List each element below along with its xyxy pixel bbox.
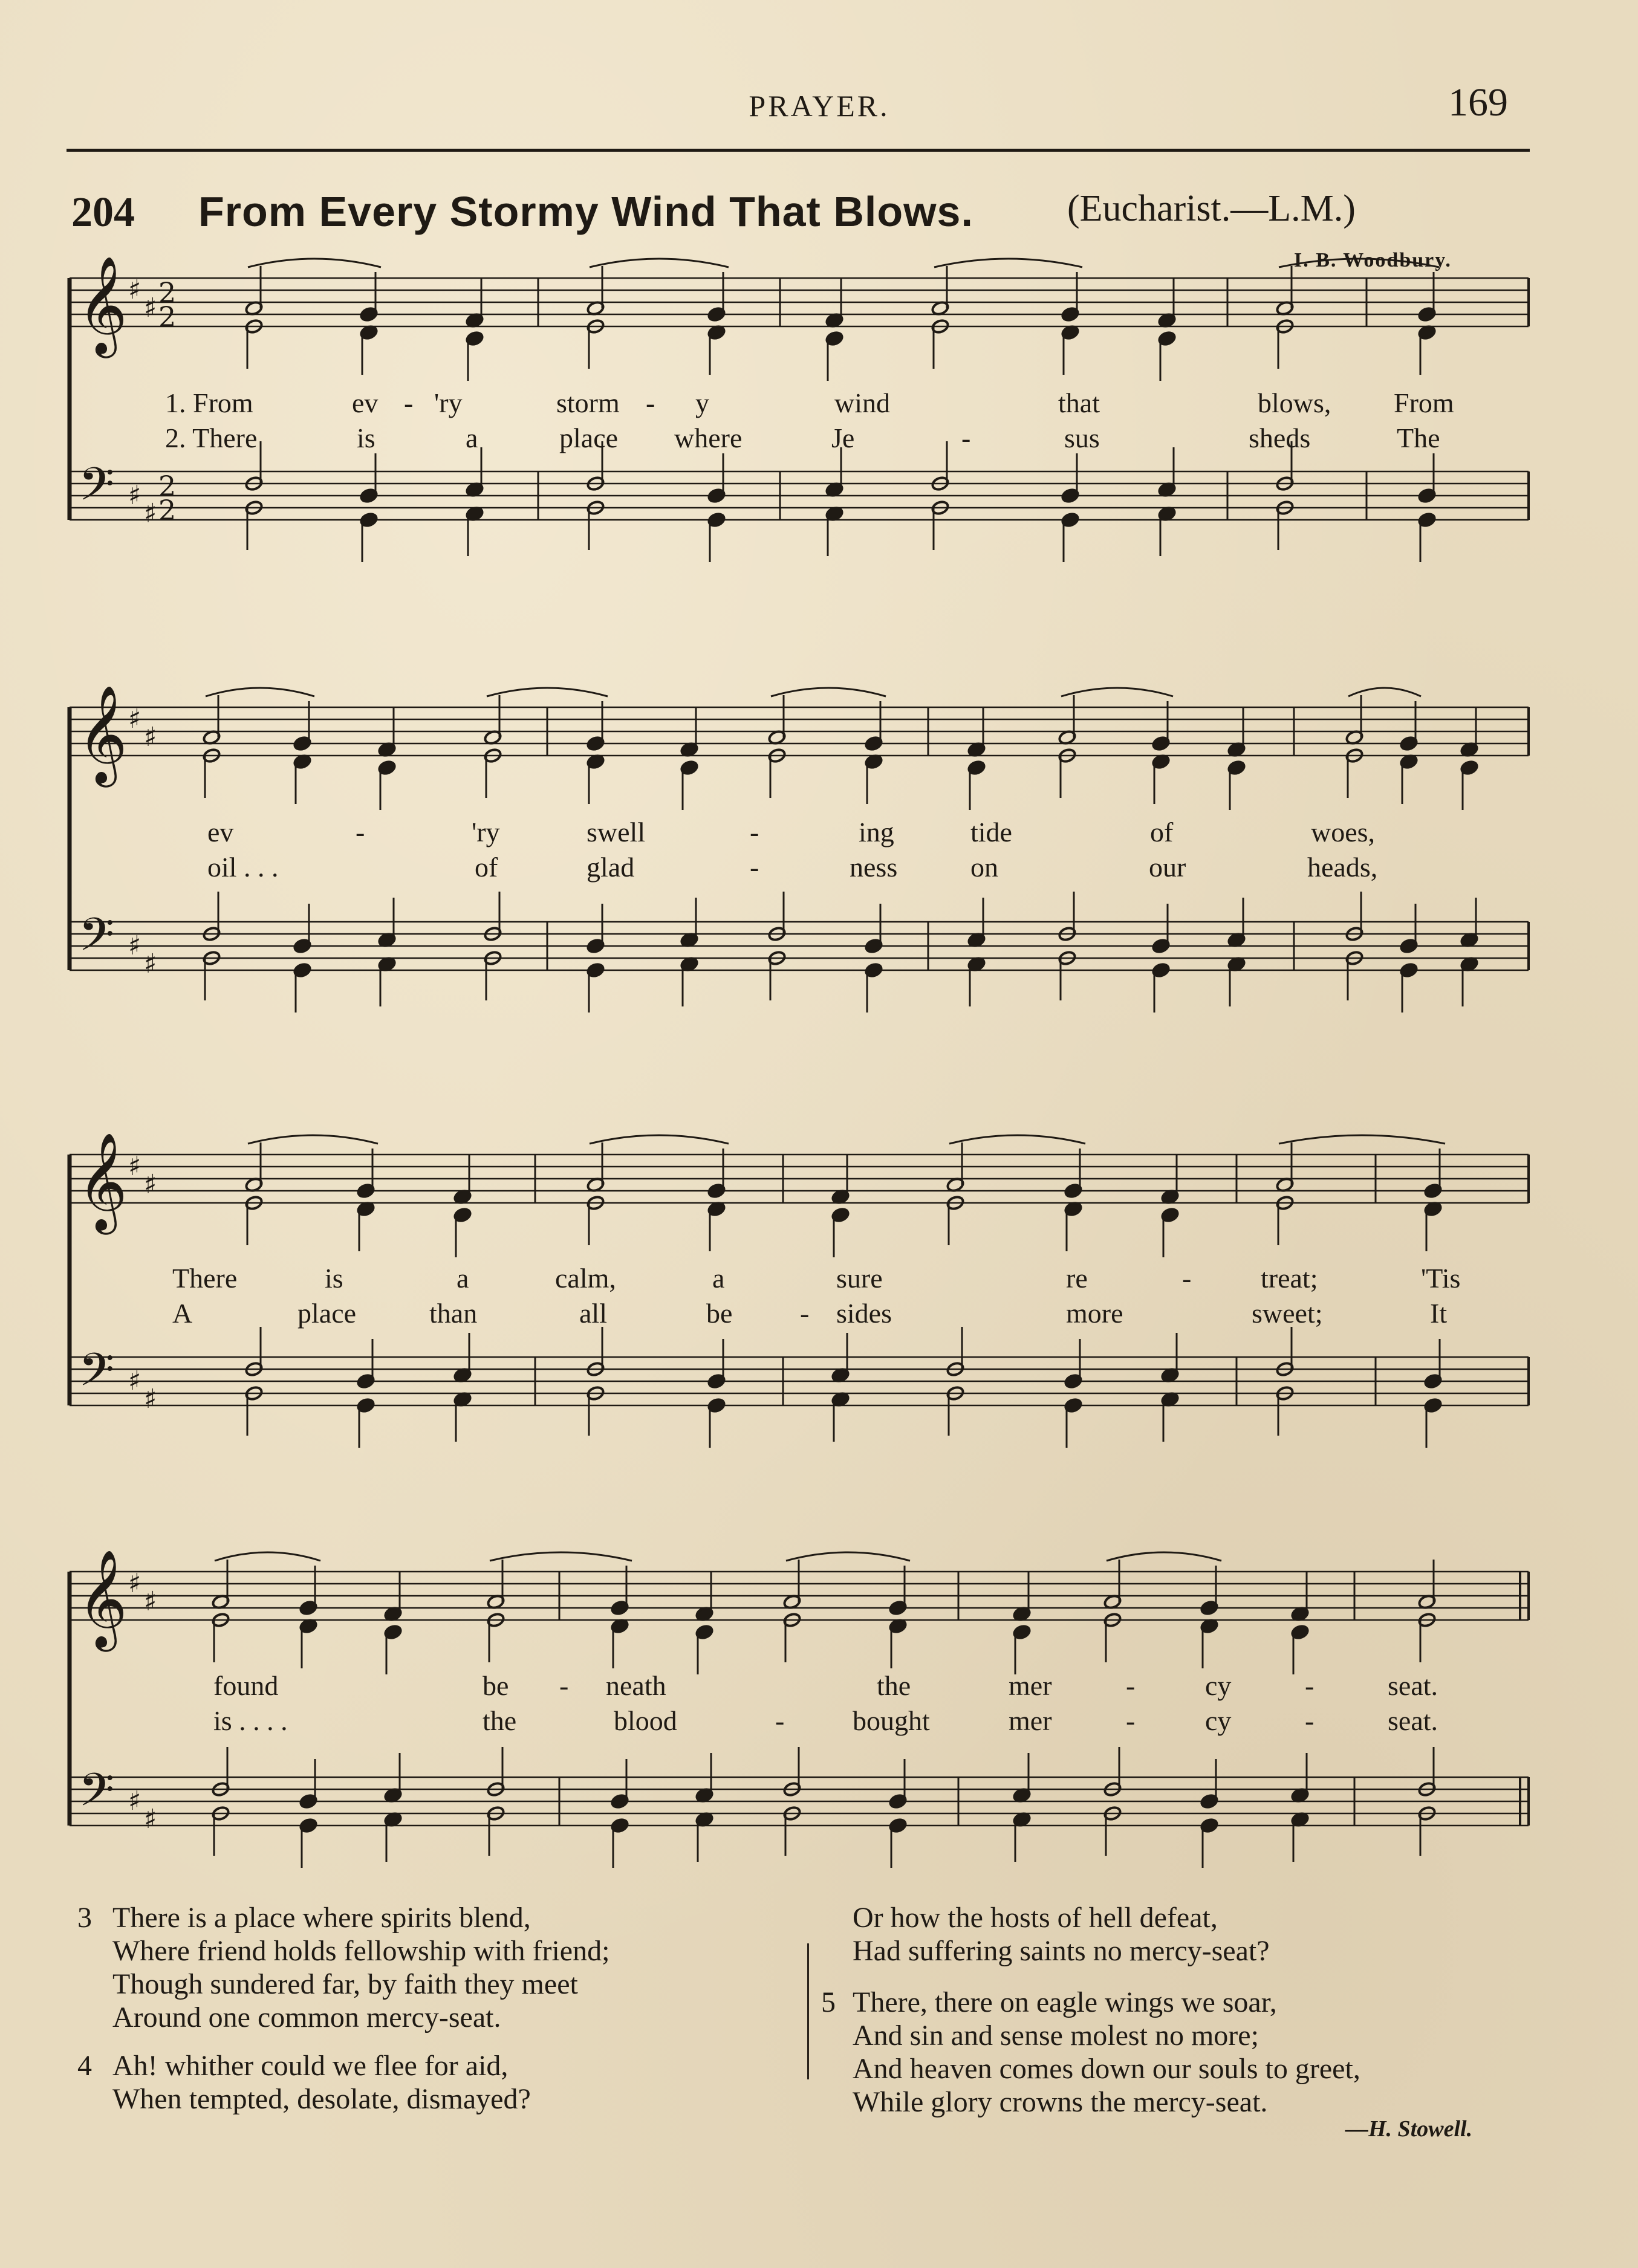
lyric-s1-v2-9: The <box>1397 423 1440 453</box>
lyric-s4-v2-7: cy <box>1205 1705 1232 1736</box>
lyric-s1-v1-9: blows, <box>1258 387 1331 418</box>
lyric-s1-v2-0: 2. There <box>165 423 258 453</box>
lyric-s3-v2-4: be <box>706 1298 733 1329</box>
composer-credit: I. B. Woodbury. <box>1294 249 1452 271</box>
verse-4-line-4: Had suffering saints no mercy-seat? <box>853 1935 1270 1967</box>
lyric-s2-v2-4: ness <box>850 852 898 883</box>
lyric-s1-v1-5: - <box>646 387 655 418</box>
system-3-slur-6 <box>949 1135 1085 1144</box>
verse-3-line-1: There is a place where spirits blend, <box>112 1902 531 1934</box>
system-2-key-sharp-treble-2: ♯ <box>144 722 157 753</box>
lyric-s4-v1-6: - <box>1126 1670 1136 1701</box>
system-4-key-sharp-bass-1: ♯ <box>128 1786 141 1816</box>
system-2-key-sharp-bass-1: ♯ <box>128 930 141 961</box>
tune-name: (Eucharist.—L.M.) <box>1067 188 1356 229</box>
hymn-number: 204 <box>71 189 135 236</box>
system-3-slur-3 <box>590 1135 729 1144</box>
verse-5-number: 5 <box>821 1986 836 2018</box>
lyric-s3-v2-6: sides <box>836 1298 892 1329</box>
lyric-s4-v1-5: mer <box>1009 1670 1052 1701</box>
lyric-s3-v1-3: calm, <box>555 1263 616 1294</box>
running-head: PRAYER. <box>749 89 890 123</box>
lyric-s4-v1-4: the <box>877 1670 911 1701</box>
system-2-key-sharp-treble-1: ♯ <box>128 704 141 734</box>
lyric-s2-v1-6: tide <box>970 817 1012 847</box>
lyric-s1-v1-0: 1. From <box>165 387 253 418</box>
lyric-s3-v1-5: sure <box>836 1263 883 1294</box>
lyric-s4-v2-0: is . . . . <box>213 1705 288 1736</box>
system-3-treble-clef: 𝄞 <box>77 1132 128 1231</box>
system-2-treble-clef: 𝄞 <box>77 685 128 783</box>
system-4-slur-3 <box>490 1552 632 1561</box>
lyric-s2-v1-1: - <box>356 817 365 847</box>
lyric-s4-v1-3: neath <box>606 1670 666 1701</box>
system-1-time-treble-bottom: 2 <box>158 300 177 333</box>
system-1-time-bass-bottom: 2 <box>158 494 177 526</box>
lyric-s1-v2-6: - <box>961 423 971 453</box>
system-1-time-treble-top: 2 <box>158 276 177 309</box>
lyric-s2-v2-0: oil . . . <box>207 852 279 883</box>
lyric-s1-v1-1: ev <box>352 387 379 418</box>
lyric-s2-v2-1: of <box>475 852 498 883</box>
system-4-key-sharp-bass-2: ♯ <box>144 1804 157 1835</box>
system-4-key-sharp-treble-1: ♯ <box>128 1568 141 1599</box>
lyric-s2-v2-3: - <box>750 852 759 883</box>
lyric-s2-v1-2: 'ry <box>472 817 500 847</box>
lyric-s3-v2-1: place <box>297 1298 357 1329</box>
lyric-s2-v2-2: glad <box>587 852 635 883</box>
verse-3-line-4: Around one common mercy-seat. <box>112 2001 501 2033</box>
lyric-s3-v2-2: than <box>429 1298 478 1329</box>
lyric-s2-v1-4: - <box>750 817 759 847</box>
lyric-s4-v2-3: - <box>775 1705 785 1736</box>
lyric-s3-v2-5: - <box>800 1298 810 1329</box>
lyric-s2-v2-7: heads, <box>1307 852 1378 883</box>
lyric-s3-v1-0: There <box>172 1263 238 1294</box>
system-4-treble-clef: 𝄞 <box>77 1549 128 1648</box>
lyric-s4-v1-8: - <box>1305 1670 1315 1701</box>
verse-4-number: 4 <box>77 2050 92 2082</box>
verse-4-line-1: Ah! whither could we flee for aid, <box>112 2050 509 2082</box>
lyric-s4-v2-6: - <box>1126 1705 1136 1736</box>
lyric-s3-v2-8: sweet; <box>1252 1298 1323 1329</box>
system-1-treble-clef: 𝄞 <box>77 256 128 354</box>
system-3-key-sharp-treble-2: ♯ <box>144 1169 157 1200</box>
system-4-slur-0 <box>215 1552 320 1561</box>
lyric-s1-v2-1: is <box>357 423 375 453</box>
lyric-s1-v2-7: sus <box>1064 423 1100 453</box>
lyric-s4-v1-9: seat. <box>1388 1670 1438 1701</box>
verse-5-line-3: And heaven comes down our souls to greet, <box>853 2053 1360 2085</box>
verse-4-line-3: Or how the hosts of hell defeat, <box>853 1902 1218 1934</box>
system-1-slur-9 <box>1279 259 1439 267</box>
system-2-slur-3 <box>487 688 608 696</box>
lyric-s1-v1-10: From <box>1394 387 1454 418</box>
lyric-s1-v1-6: y <box>695 387 709 418</box>
lyric-s2-v2-6: our <box>1149 852 1186 883</box>
system-1-key-sharp-treble-1: ♯ <box>128 274 141 305</box>
lyric-s4-v1-7: cy <box>1205 1670 1232 1701</box>
lyric-s1-v1-8: that <box>1058 387 1100 418</box>
system-2-bass-clef: 𝄢 <box>79 908 115 973</box>
lyric-s4-v1-2: - <box>559 1670 569 1701</box>
page-number: 169 <box>1448 80 1508 125</box>
system-4-slur-9 <box>1107 1552 1221 1561</box>
system-3-key-sharp-bass-1: ♯ <box>128 1366 141 1396</box>
lyric-s3-v2-0: A <box>172 1298 193 1329</box>
lyric-s3-v1-6: re <box>1066 1263 1088 1294</box>
system-2-key-sharp-bass-2: ♯ <box>144 948 157 979</box>
verse-3-number: 3 <box>77 1902 92 1934</box>
system-1-slur-6 <box>934 259 1082 267</box>
lyric-s1-v2-5: Je <box>831 423 855 453</box>
verse-4-line-2: When tempted, desolate, dismayed? <box>112 2083 531 2115</box>
system-2-slur-0 <box>206 688 314 696</box>
system-1-bass-clef: 𝄢 <box>79 458 115 522</box>
system-4-key-sharp-treble-2: ♯ <box>144 1586 157 1617</box>
system-1-time-bass-top: 2 <box>158 470 177 502</box>
system-3-key-sharp-bass-2: ♯ <box>144 1384 157 1414</box>
lyric-s3-v2-9: It <box>1430 1298 1448 1329</box>
system-3-bass-clef: 𝄢 <box>79 1343 115 1408</box>
system-1-key-sharp-bass-2: ♯ <box>144 498 157 529</box>
lyric-s3-v1-9: 'Tis <box>1421 1263 1461 1294</box>
lyric-s1-v2-3: place <box>559 423 619 453</box>
lyric-s3-v1-2: a <box>457 1263 469 1294</box>
lyric-s1-v1-2: - <box>404 387 414 418</box>
system-2-slur-12 <box>1348 688 1421 696</box>
system-3-slur-9 <box>1279 1135 1445 1144</box>
lyric-s4-v2-5: mer <box>1009 1705 1052 1736</box>
lyric-s2-v1-8: woes, <box>1311 817 1376 847</box>
verse-column-divider <box>807 1943 809 2079</box>
lyric-s4-v2-2: blood <box>614 1705 677 1736</box>
system-2-slur-9 <box>1061 688 1173 696</box>
system-1-key-sharp-bass-1: ♯ <box>128 480 141 511</box>
lyric-s1-v2-2: a <box>466 423 478 453</box>
lyric-s3-v1-4: a <box>712 1263 725 1294</box>
lyric-s4-v2-4: bought <box>853 1705 930 1736</box>
system-3-slur-0 <box>248 1135 378 1144</box>
lyric-s4-v1-1: be <box>483 1670 509 1701</box>
system-4-slur-6 <box>786 1552 910 1561</box>
lyric-s2-v1-7: of <box>1150 817 1174 847</box>
lyric-s3-v1-1: is <box>325 1263 343 1294</box>
verse-5-line-4: While glory crowns the mercy-seat. <box>853 2086 1268 2118</box>
verse-3-line-2: Where friend holds fellowship with friend; <box>112 1935 610 1967</box>
system-1-slur-0 <box>248 259 381 267</box>
verse-5-line-2: And sin and sense molest no more; <box>853 2020 1259 2052</box>
verse-3-line-3: Though sundered far, by faith they meet <box>112 1968 578 2000</box>
lyric-s3-v1-8: treat; <box>1261 1263 1318 1294</box>
lyric-s4-v1-0: found <box>213 1670 279 1701</box>
system-1-key-sharp-treble-2: ♯ <box>144 293 157 323</box>
lyric-s2-v1-0: ev <box>207 817 234 847</box>
lyric-s3-v2-3: all <box>579 1298 607 1329</box>
lyric-s2-v1-5: ing <box>859 817 894 847</box>
lyric-s3-v2-7: more <box>1066 1298 1123 1329</box>
hymn-title: From Every Stormy Wind That Blows. <box>198 188 973 235</box>
lyric-s2-v1-3: swell <box>587 817 646 847</box>
system-4-bass-clef: 𝄢 <box>79 1763 115 1828</box>
lyric-s4-v2-1: the <box>483 1705 517 1736</box>
system-1-slur-3 <box>590 259 729 267</box>
system-2-slur-6 <box>771 688 886 696</box>
verse-5-line-1: There, there on eagle wings we soar, <box>853 1986 1277 2018</box>
lyric-s2-v2-5: on <box>970 852 998 883</box>
lyric-s1-v1-3: 'ry <box>434 387 463 418</box>
lyric-s3-v1-7: - <box>1182 1263 1192 1294</box>
hymn-author: —H. Stowell. <box>1345 2116 1473 2142</box>
lyric-s1-v2-8: sheds <box>1249 423 1311 453</box>
lyric-s4-v2-9: seat. <box>1388 1705 1438 1736</box>
lyric-s1-v1-7: wind <box>834 387 890 418</box>
system-3-key-sharp-treble-1: ♯ <box>128 1151 141 1182</box>
lyric-s4-v2-8: - <box>1305 1705 1315 1736</box>
lyric-s1-v2-4: where <box>674 423 743 453</box>
lyric-s1-v1-4: storm <box>556 387 620 418</box>
